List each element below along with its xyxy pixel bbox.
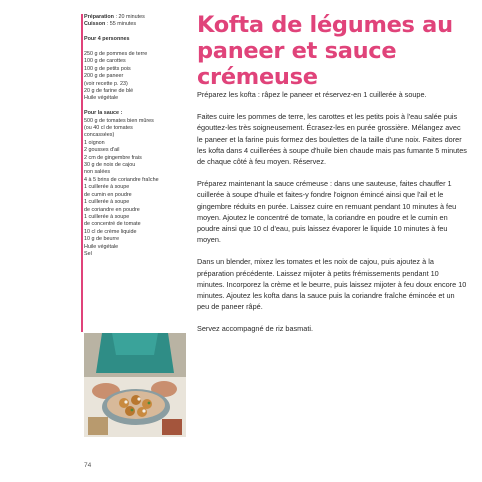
ingredient-item: 20 g de farine de blé: [84, 88, 134, 95]
ingredient-item: 30 g de noix de cajou: [84, 162, 136, 169]
servings: Pour 4 personnes: [84, 36, 130, 43]
ingredient-item: 1 oignon: [84, 139, 105, 146]
ingredient-item: 4 à 5 brins de coriandre fraîche: [84, 176, 159, 183]
ingredient-item: 250 g de pommes de terre: [84, 51, 148, 57]
kofta-ingredient-list: [84, 51, 184, 103]
instruction-paragraph: Préparez les kofta : râpez le paneer et réservez-en 1 cuillerée à soupe.: [197, 90, 427, 99]
ingredient-item: Sel: [84, 250, 92, 257]
timing-info: [84, 14, 184, 29]
accent-rule: [81, 14, 83, 332]
ingredient-item: 2 cm de gingembre frais: [84, 154, 142, 161]
instruction-paragraph: Faites cuire les pommes de terre, les carottes et les petits pois à l'eau salée puis égouttez-les très soigneusement. Écrasez-les en purée grossière. Mélangez avec le paneer et la farine puis formez des boulettes de la taille d'une noix. Faites dorer les kofta dans 4 cuillerées à soupe d'huile bien chaude mais pas fumante 5 minutes de chaque côté à feu moyen. Réservez.: [197, 112, 467, 167]
cook-time-value: : 55 minutes: [105, 21, 137, 28]
ingredient-item: de coriandre en poudre: [84, 206, 140, 213]
prep-time: [84, 14, 184, 21]
servings-block: [84, 36, 184, 43]
ingredient-item: 200 g de paneer: [84, 73, 124, 80]
recipe-title: Kofta de légumes au paneer et sauce crémeuse: [197, 12, 453, 90]
ingredient-item: 10 cl de crème liquide: [84, 228, 137, 235]
instruction-paragraph: Préparez maintenant la sauce crémeuse : dans une sauteuse, faites chauffer 1 cuillerée à soupe d'huile et faites-y fondre l'oignon émincé ainsi que l'ail et le gingembre réduits en purée. Laissez cuire en remuant pendant 10 minutes à feu moyen. Ajoutez le concentré de tomate, la coriandre en poudre et le cumin en poudre ainsi que 10 cl d'eau, puis laissez évaporer le liquide 10 minutes à feu moyen.: [197, 179, 457, 245]
page-number: 74: [84, 462, 92, 469]
recipe-instructions: [197, 89, 467, 346]
cook-time: [84, 21, 184, 28]
ingredient-item: 1 cuillerée à soupe: [84, 213, 130, 220]
sauce-ingredient-list: [84, 110, 184, 258]
ingredient-item: (voir recette p. 23): [84, 80, 128, 87]
instruction-paragraph: Servez accompagné de riz basmati.: [197, 324, 313, 334]
ingredient-item: 1 cuillerée à soupe: [84, 199, 130, 206]
cook-time-label: Cuisson: [84, 21, 106, 28]
prep-time-label: Préparation: [84, 14, 114, 20]
instruction-paragraph: Dans un blender, mixez les tomates et les noix de cajou, puis ajoutez à la préparation précédente. Laissez mijoter à petits frémissements pendant 10 minutes. Incorporez la crème et le beurre, puis laissez mijoter à feu doux encore 10 minutes. Ajoutez les kofta dans la sauce puis la coriandre fraîche émincée et un peu de paneer râpé.: [197, 257, 467, 312]
ingredient-item: 100 g de carottes: [84, 58, 126, 65]
ingredient-item: Huile végétale: [84, 243, 119, 250]
ingredient-item: 10 g de beurre: [84, 236, 120, 243]
recipe-photo: [84, 333, 186, 437]
ingredient-item: 1 cuillerée à soupe: [84, 184, 130, 191]
sauce-heading: Pour la sauce :: [84, 110, 123, 117]
ingredient-item: non salées: [84, 169, 111, 176]
ingredient-item: de cumin en poudre: [84, 191, 132, 198]
ingredient-item: 500 g de tomates bien mûres: [84, 117, 154, 124]
kofta-dish-illustration: [84, 333, 186, 437]
ingredient-item: de concentré de tomate: [84, 221, 141, 228]
ingredient-item: 100 g de petits pois: [84, 65, 131, 72]
ingredient-item: (ou 40 cl de tomates: [84, 125, 133, 132]
prep-time-value: : 20 minutes: [113, 14, 145, 20]
ingredient-item: 2 gousses d'ail: [84, 147, 120, 154]
ingredient-item: concassées): [84, 132, 115, 139]
ingredient-item: Huile végétale: [84, 95, 119, 102]
ingredients-sidebar: [84, 14, 184, 258]
